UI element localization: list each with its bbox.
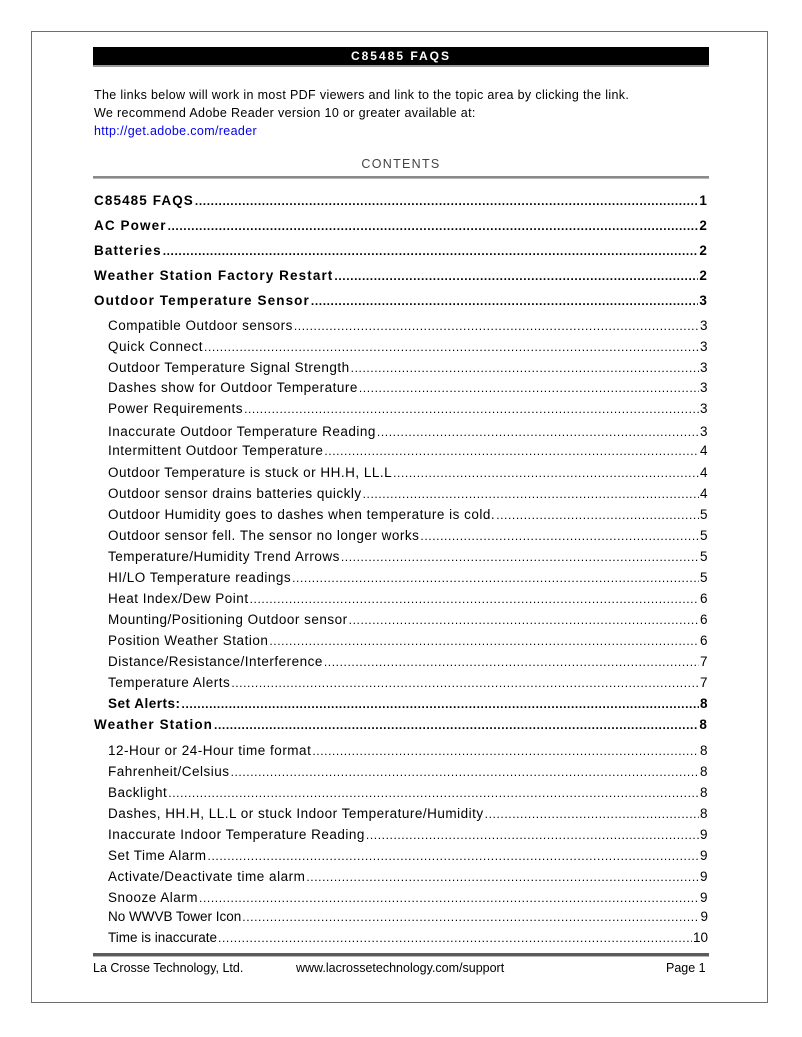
toc-link-outdoor-stuck-hhh-lll[interactable]: Outdoor Temperature is stuck or HH.H, LL.L ..... 4: [94, 465, 708, 480]
toc-link-dashes-outdoor-temperature[interactable]: Dashes show for Outdoor Temperature ..... 3: [94, 380, 708, 395]
toc-link-sensor-fell[interactable]: Outdoor sensor fell. The sensor no longer works ..... 5: [94, 528, 708, 543]
toc-link-c85485-faqs[interactable]: C85485 FAQS ..... 1: [94, 193, 708, 208]
toc-link-factory-restart[interactable]: Weather Station Factory Restart ..... 2: [94, 268, 708, 283]
toc-link-heat-index-dew-point[interactable]: Heat Index/Dew Point ..... 6: [94, 591, 708, 606]
toc-link-power-requirements[interactable]: Power Requirements ..... 3: [94, 401, 708, 416]
intro-line: We recommend Adobe Reader version 10 or greater available at:: [94, 106, 476, 120]
toc-link-temperature-alerts[interactable]: Temperature Alerts ..... 7: [94, 675, 708, 690]
toc-link-trend-arrows[interactable]: Temperature/Humidity Trend Arrows ..... 5: [94, 549, 708, 564]
toc-link-compatible-outdoor-sensors[interactable]: Compatible Outdoor sensors ..... 3: [94, 318, 708, 333]
toc-link-humidity-dashes-cold[interactable]: Outdoor Humidity goes to dashes when temperature is cold. ..... 5: [94, 507, 708, 522]
toc-link-sensor-drains-batteries[interactable]: Outdoor sensor drains batteries quickly ..... 4: [94, 486, 708, 501]
toc-link-inaccurate-indoor-reading[interactable]: Inaccurate Indoor Temperature Reading ..... 9: [94, 827, 708, 842]
toc-link-mounting-outdoor-sensor[interactable]: Mounting/Positioning Outdoor sensor ..... 6: [94, 612, 708, 627]
toc-link-quick-connect[interactable]: Quick Connect ..... 3: [94, 339, 708, 354]
intro-text: [94, 86, 714, 140]
toc-link-position-weather-station[interactable]: Position Weather Station ..... 6: [94, 633, 708, 648]
toc-link-inaccurate-outdoor-reading[interactable]: Inaccurate Outdoor Temperature Reading ..... 3: [94, 424, 708, 439]
contents-heading: CONTENTS: [361, 157, 441, 171]
toc-link-fahrenheit-celsius[interactable]: Fahrenheit/Celsius ..... 8: [94, 764, 708, 779]
toc-link-activate-deactivate-alarm[interactable]: Activate/Deactivate time alarm ..... 9: [94, 869, 708, 884]
toc-link-hi-lo-readings[interactable]: HI/LO Temperature readings ..... 5: [94, 570, 708, 585]
adobe-reader-link[interactable]: http://get.adobe.com/reader: [94, 124, 258, 138]
toc-link-weather-station[interactable]: Weather Station ..... 8: [94, 717, 708, 732]
toc-link-signal-strength[interactable]: Outdoor Temperature Signal Strength ..... 3: [94, 360, 708, 375]
footer-company: La Crosse Technology, Ltd.: [93, 961, 244, 975]
intro-line: The links below will work in most PDF viewers and link to the topic area by clicking the link.: [94, 88, 630, 102]
toc-link-set-time-alarm[interactable]: Set Time Alarm ..... 9: [94, 848, 708, 863]
toc-link-set-alerts[interactable]: Set Alerts: ..... 8: [94, 696, 708, 711]
toc-link-intermittent-outdoor-temperature[interactable]: Intermittent Outdoor Temperature ..... 4: [94, 443, 708, 458]
toc-link-batteries[interactable]: Batteries ..... 2: [94, 243, 708, 258]
toc-link-backlight[interactable]: Backlight ..... 8: [94, 785, 708, 800]
toc-link-time-inaccurate[interactable]: Time is inaccurate ..... 10: [94, 930, 708, 945]
toc-link-snooze-alarm[interactable]: Snooze Alarm ..... 9: [94, 890, 708, 905]
contents-divider: [93, 176, 709, 179]
footer-page-number: Page 1: [666, 961, 706, 975]
toc-link-ac-power[interactable]: AC Power ..... 2: [94, 218, 708, 233]
document-title-bar: C85485 FAQS: [93, 47, 709, 65]
toc-link-time-format[interactable]: 12-Hour or 24-Hour time format ..... 8: [94, 743, 708, 758]
toc-link-outdoor-temperature-sensor[interactable]: Outdoor Temperature Sensor ..... 3: [94, 293, 708, 308]
toc-link-no-wwvb-tower-icon[interactable]: No WWVB Tower Icon ..... 9: [94, 909, 708, 924]
footer-divider: [93, 953, 709, 957]
footer-support-url: www.lacrossetechnology.com/support: [296, 961, 505, 975]
toc-link-distance-interference[interactable]: Distance/Resistance/Interference ..... 7: [94, 654, 708, 669]
toc-link-indoor-dashes-stuck[interactable]: Dashes, HH.H, LL.L or stuck Indoor Temperature/Humidity ..... 8: [94, 806, 708, 821]
